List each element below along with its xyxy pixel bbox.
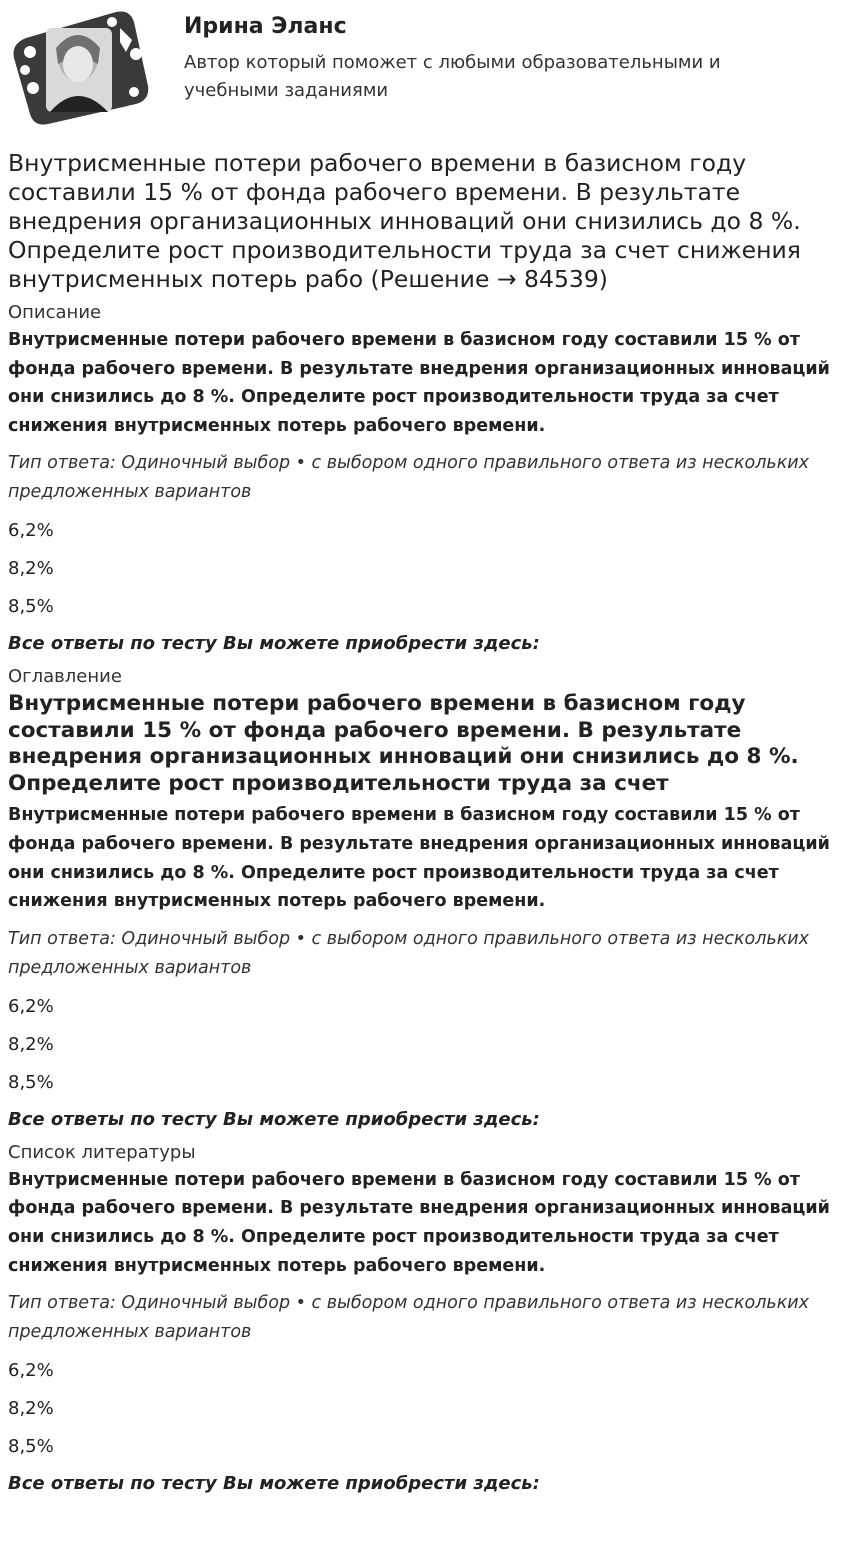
question-text: Внутрисменные потери рабочего времени в базисном году составили 15 % от фонда рабочего времени. В результате внедрения организационных инноваций они снизились до 8 %. Определите рост производительности труда за счет снижения внутрисменных потерь рабочего времени. <box>8 330 830 436</box>
author-avatar <box>8 8 150 126</box>
author-name: Ирина Эланс <box>184 14 347 39</box>
section-heading: Внутрисменные потери рабочего времени в базисном году составили 15 % от фонда рабочего времени. В результате внедрения организационных инноваций они снизились до 8 %. Определите рост производительности труда за счет <box>8 691 799 796</box>
answer-type: Тип ответа: Одиночный выбор • с выбором одного правильного ответа из нескольких предложенных вариантов <box>8 928 810 978</box>
answer-option: 8,2% <box>8 1033 54 1055</box>
section-contents <box>8 663 840 1133</box>
author-description: Автор который поможет с любыми образовательными и учебными заданиями <box>184 52 721 101</box>
answer-type: Тип ответа: Одиночный выбор • с выбором одного правильного ответа из нескольких предложенных вариантов <box>8 1293 810 1343</box>
answer-option: 6,2% <box>8 520 54 542</box>
answer-option: 8,2% <box>8 1398 54 1420</box>
section-bibliography <box>8 1139 840 1498</box>
answer-options <box>8 993 840 1096</box>
author-header <box>0 0 847 135</box>
buy-answers-link[interactable]: Все ответы по тесту Вы можете приобрести здесь: <box>8 1473 540 1495</box>
question-text: Внутрисменные потери рабочего времени в базисном году составили 15 % от фонда рабочего времени. В результате внедрения организационных инноваций они снизились до 8 %. Определите рост производительности труда за счет снижения внутрисменных потерь рабочего времени. <box>8 805 830 912</box>
answer-option: 6,2% <box>8 1360 54 1382</box>
buy-answers-link[interactable]: Все ответы по тесту Вы можете приобрести здесь: <box>8 1108 540 1130</box>
main-content <box>8 149 840 1498</box>
section-label: Список литературы <box>8 1141 196 1163</box>
answer-option: 6,2% <box>8 995 54 1017</box>
section-label: Описание <box>8 302 102 323</box>
answer-options <box>8 1357 840 1460</box>
page-title: Внутрисменные потери рабочего времени в базисном году составили 15 % от фонда рабочего времени. В результате внедрения организационных инноваций они снизились до 8 %. Определите рост производительности труда за счет снижения внутрисменных потерь рабо (Решение → 84539) <box>8 149 801 293</box>
answer-option: 8,5% <box>8 596 54 618</box>
section-description <box>8 299 840 658</box>
section-label: Оглавление <box>8 666 122 688</box>
answer-option: 8,5% <box>8 1071 54 1093</box>
buy-answers-link[interactable]: Все ответы по тесту Вы можете приобрести здесь: <box>8 633 540 655</box>
answer-option: 8,2% <box>8 558 54 580</box>
answer-option: 8,5% <box>8 1436 54 1458</box>
answer-options <box>8 517 840 620</box>
answer-type: Тип ответа: Одиночный выбор • с выбором одного правильного ответа из нескольких предложенных вариантов <box>8 453 810 503</box>
question-text: Внутрисменные потери рабочего времени в базисном году составили 15 % от фонда рабочего времени. В результате внедрения организационных инноваций они снизились до 8 %. Определите рост производительности труда за счет снижения внутрисменных потерь рабочего времени. <box>8 1169 830 1276</box>
